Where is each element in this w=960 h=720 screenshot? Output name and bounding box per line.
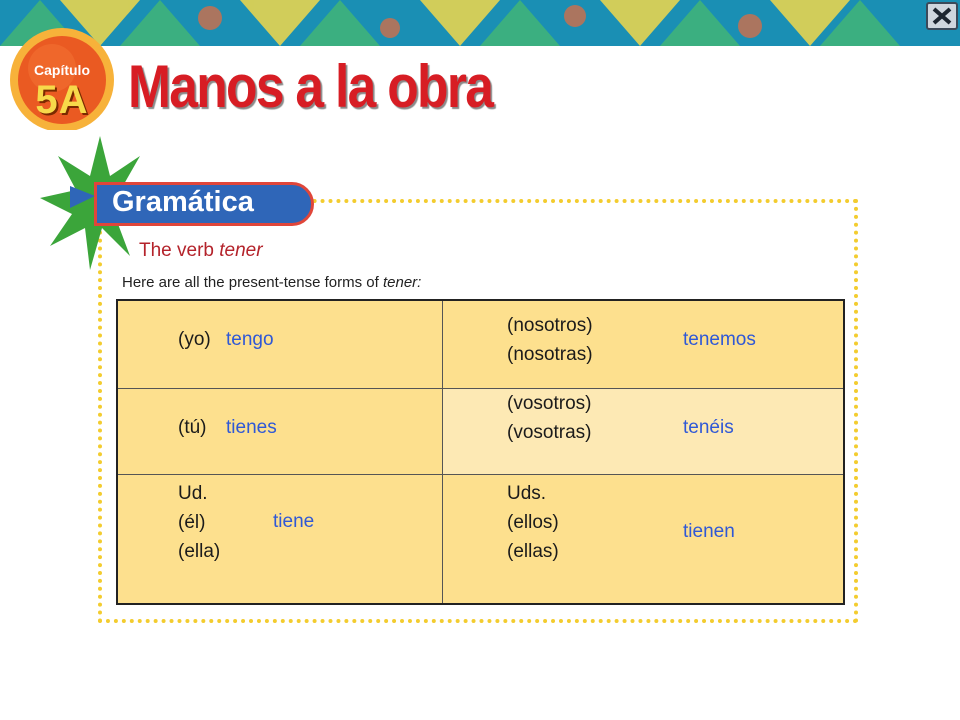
table-cell-yo bbox=[118, 301, 443, 389]
pronoun-el: (él) bbox=[178, 512, 206, 533]
form-tienes: tienes bbox=[226, 417, 277, 438]
table-cell-uds bbox=[443, 475, 843, 603]
form-tenemos: tenemos bbox=[683, 329, 756, 350]
verb-heading-prefix: The verb bbox=[139, 240, 220, 261]
intro-text bbox=[122, 274, 421, 291]
intro-text-verb: tener: bbox=[382, 274, 422, 291]
pronoun-nosotros: (nosotros) bbox=[507, 315, 593, 336]
intro-text-body: Here are all the present-tense forms of bbox=[122, 274, 383, 291]
pronoun-ella: (ella) bbox=[178, 541, 221, 562]
pronouns-nosotros bbox=[507, 311, 593, 369]
section-label: Gramática bbox=[112, 186, 254, 218]
conjugation-table bbox=[116, 299, 845, 605]
verb-heading bbox=[139, 240, 263, 262]
chapter-number: 5A bbox=[35, 78, 89, 122]
pronoun-nosotras: (nosotras) bbox=[507, 344, 593, 365]
chapter-badge bbox=[6, 20, 126, 130]
pronoun-ellos: (ellos) bbox=[507, 512, 559, 533]
pronoun-ellas: (ellas) bbox=[507, 541, 559, 562]
pronouns-ud bbox=[178, 479, 220, 566]
pronoun-vosotros: (vosotros) bbox=[507, 393, 592, 414]
form-tienen: tienen bbox=[683, 521, 735, 542]
pronoun-vosotras: (vosotras) bbox=[507, 422, 592, 443]
close-icon bbox=[932, 7, 952, 25]
close-button[interactable] bbox=[926, 2, 958, 30]
table-cell-tu bbox=[118, 389, 443, 475]
chapter-label: Capítulo bbox=[34, 62, 90, 78]
form-tengo: tengo bbox=[226, 329, 274, 350]
pronouns-uds bbox=[507, 479, 559, 566]
page-title: Manos a la obra bbox=[128, 53, 493, 120]
pronoun-tu: (tú) bbox=[178, 417, 207, 438]
table-cell-nosotros bbox=[443, 301, 843, 389]
form-teneis: tenéis bbox=[683, 417, 734, 438]
table-cell-vosotros bbox=[443, 389, 843, 475]
pronouns-vosotros bbox=[507, 389, 591, 447]
table-cell-ud bbox=[118, 475, 443, 603]
verb-heading-verb: tener bbox=[219, 240, 263, 261]
pronoun-ud: Ud. bbox=[178, 483, 208, 504]
pronoun-uds: Uds. bbox=[507, 483, 547, 504]
top-banner bbox=[0, 0, 960, 46]
banner-pattern bbox=[0, 0, 960, 46]
pronoun-yo: (yo) bbox=[178, 329, 211, 350]
form-tiene: tiene bbox=[273, 511, 315, 532]
